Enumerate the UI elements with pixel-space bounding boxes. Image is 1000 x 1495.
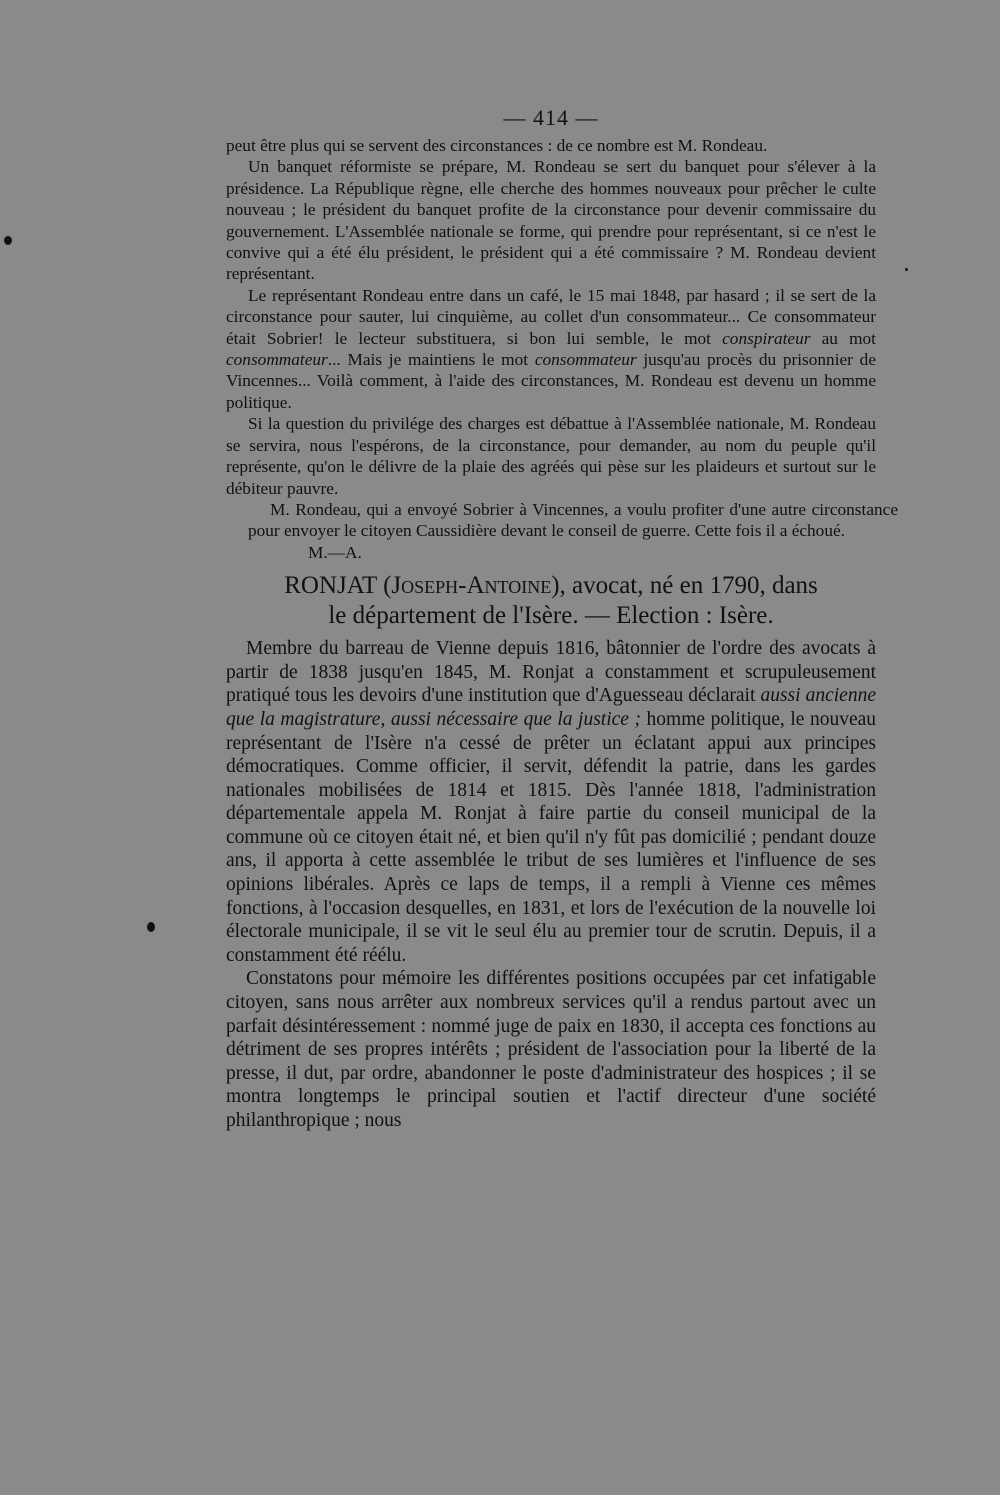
margin-speck bbox=[147, 922, 155, 932]
text-run: jusqu'au procès du prisonnier de Vincennes... Voilà comment, à l'aide des circonstances, M. Rondeau est devenu un homme politique. bbox=[226, 350, 876, 412]
heading-line-2: le département de l'Isère. — Election : Isère. bbox=[328, 602, 774, 630]
ronjat-biography bbox=[226, 637, 876, 1132]
page-number: — 414 — bbox=[503, 105, 599, 130]
text-run: ... Mais je maintiens le mot bbox=[327, 350, 535, 370]
deputy-name: RONJAT (Joseph-Antoine) bbox=[284, 572, 560, 600]
text-run: , avocat, né en 1790, dans bbox=[559, 572, 818, 600]
margin-speck bbox=[905, 268, 908, 271]
italic-text: consommateur bbox=[534, 350, 637, 370]
text-run: homme politique, le nouveau représentant de l'Isère n'a cessé de prêter un éclatant appui aux principes démocratiques. Comme officier, il servit, défendit la patrie, dans les gardes nationales mobilisées de 1814 et 1815. Dès l'année 1818, l'administration départementale appela M. Ronjat à faire partie du conseil municipal de la commune où ce citoyen était né, et bien qu'il n'y fût pas domicilié ; pendant douze ans, il apporta à cette assemblée le tribut de ses lumières et l'influence de ses opinions libérales. Après ce laps de temps, il a rempli à Vienne ces mêmes fonctions, à l'occasion desquelles, en 1831, et lors de l'exécution de la nouvelle loi électorale municipale, il se vit le seul élu au premier tour de scrutin. Depuis, il a constamment été réélu. bbox=[226, 708, 877, 966]
paragraph: Un banquet réformiste se prépare, M. Rondeau se sert du banquet pour s'élever à la présidence. La République règne, elle cherche des hommes nouveaux pour prêcher le culte nouveau ; le président du banquet profite de la circonstance pour devenir commissaire du gouvernement. L'Assemblée nationale se forme, qui prendre pour représentant, si ce n'est le convive qui a été élu président, le président qui a été commissaire ? M. Rondeau devient représentant. bbox=[226, 157, 876, 284]
paragraph bbox=[226, 637, 876, 967]
italic-text: aussi ancienne que la magistrature, aussi nécessaire que la justice ; bbox=[226, 685, 876, 730]
paragraph bbox=[226, 285, 876, 413]
paragraph bbox=[226, 499, 898, 563]
author-signature: M.—A. bbox=[308, 542, 362, 562]
paragraph: peut être plus qui se servent des circonstances : de ce nombre est M. Rondeau. bbox=[226, 136, 768, 155]
text-run: M. Rondeau, qui a envoyé Sobrier à Vincennes, a voulu profiter d'une autre circonstance pour envoyer le citoyen Caussidière devant le conseil de guerre. Cette fois il a échoué. bbox=[248, 499, 898, 541]
margin-speck bbox=[4, 236, 12, 245]
text-run: Le représentant Rondeau entre dans un café, le 15 mai 1848, par hasard ; il se sert de la circonstance pour sauter, lui cinquième, au collet d'un consommateur... Ce consommateur était Sobrier! le lecteur substituera, si bon lui semble, le mot bbox=[226, 285, 876, 348]
text-run: au mot bbox=[810, 328, 876, 348]
heading-line-1 bbox=[226, 571, 876, 601]
italic-text: conspirateur bbox=[722, 328, 811, 348]
italic-text: consommateur bbox=[226, 350, 328, 370]
paragraph: Constatons pour mémoire les différentes positions occupées par cet infatigable citoyen, sans nous arrêter aux nombreux services qu'il a rendus partout avec un parfait désintéressement : nommé juge de paix en 1830, il accepta ces fonctions au détriment de ses propres intérêts ; président de l'association pour la liberté de la presse, il dut, par ordre, abandonner le poste d'administrateur des hospices ; il se montra longtemps le principal soutien et l'actif directeur d'une société philanthropique ; nous bbox=[226, 968, 876, 1131]
rondeau-continuation bbox=[226, 135, 898, 563]
paragraph: Si la question du privilége des charges est débattue à l'Assemblée nationale, M. Rondeau se servira, nous l'espérons, de la circonstance, pour demander, au nom du peuple qu'il représente, qu'on le délivre de la plaie des agréés qui pèse sur les plaideurs et surtout sur le débiteur pauvre. bbox=[226, 414, 876, 498]
text-run: Membre du barreau de Vienne depuis 1816, bâtonnier de l'ordre des avocats à partir de 1838 jusqu'en 1845, M. Ronjat a constamment et scrupuleusement pratiqué tous les devoirs d'une institution que d'Aguesseau déclarait bbox=[226, 638, 876, 707]
book-page bbox=[226, 105, 898, 1133]
entry-heading bbox=[226, 571, 876, 631]
